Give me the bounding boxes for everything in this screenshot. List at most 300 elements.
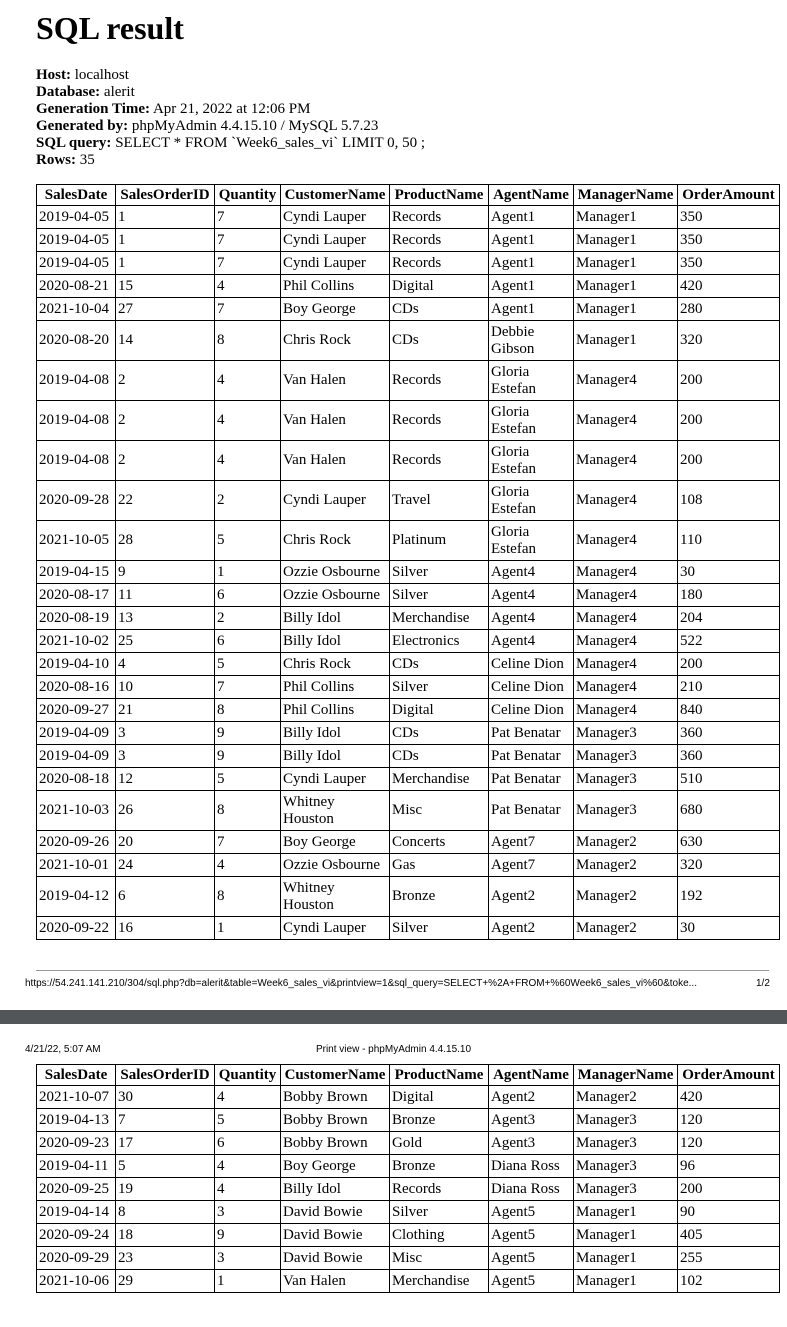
table-cell: Agent5 [489, 1201, 574, 1224]
table-cell: 350 [678, 229, 780, 252]
table-cell: 9 [215, 1224, 281, 1247]
table-cell: Pat Benatar [489, 791, 574, 831]
table-cell: 9 [215, 745, 281, 768]
results-table-page-2 [36, 1064, 780, 1293]
table-cell: 1 [116, 252, 215, 275]
column-header: ManagerName [574, 185, 678, 206]
table-cell: 5 [116, 1155, 215, 1178]
column-header: OrderAmount [678, 1065, 780, 1086]
table-row [37, 1178, 780, 1201]
table-row [37, 1201, 780, 1224]
table-row [37, 584, 780, 607]
table-cell: 3 [116, 745, 215, 768]
table-cell: Boy George [281, 1155, 390, 1178]
table-row [37, 252, 780, 275]
table-cell: Manager2 [574, 831, 678, 854]
table-cell: 5 [215, 1109, 281, 1132]
table-cell: Manager4 [574, 584, 678, 607]
table-cell: Bronze [390, 1109, 489, 1132]
table-cell: 7 [215, 206, 281, 229]
table-cell: CDs [390, 321, 489, 361]
table-cell: 2019-04-08 [37, 441, 116, 481]
table-cell: CDs [390, 653, 489, 676]
table-cell: Agent3 [489, 1132, 574, 1155]
table-cell: 2020-09-22 [37, 917, 116, 940]
table-cell: Cyndi Lauper [281, 917, 390, 940]
table-cell: Silver [390, 584, 489, 607]
table-cell: Agent1 [489, 298, 574, 321]
footer-divider [36, 970, 769, 971]
table-cell: 1 [215, 1270, 281, 1293]
table-cell: Agent1 [489, 252, 574, 275]
table-cell: Manager4 [574, 361, 678, 401]
table-cell: 4 [215, 1178, 281, 1201]
table-cell: Gold [390, 1132, 489, 1155]
table-row [37, 481, 780, 521]
table-cell: 2019-04-05 [37, 206, 116, 229]
table-cell: 7 [215, 252, 281, 275]
table-cell: Records [390, 401, 489, 441]
table-cell: 2020-08-21 [37, 275, 116, 298]
table-cell: 26 [116, 791, 215, 831]
table-cell: 5 [215, 768, 281, 791]
table-cell: Records [390, 1178, 489, 1201]
table-cell: Manager3 [574, 1132, 678, 1155]
table-cell: 1 [116, 206, 215, 229]
table-row [37, 1247, 780, 1270]
table-cell: Boy George [281, 298, 390, 321]
table-cell: Agent5 [489, 1224, 574, 1247]
table-cell: 2021-10-04 [37, 298, 116, 321]
table-cell: Agent4 [489, 584, 574, 607]
table-row [37, 1109, 780, 1132]
table-cell: 108 [678, 481, 780, 521]
table-cell: Agent3 [489, 1109, 574, 1132]
table-cell: 15 [116, 275, 215, 298]
table-header-row [37, 185, 780, 206]
table-cell: 630 [678, 831, 780, 854]
table-cell: Pat Benatar [489, 722, 574, 745]
table-row [37, 441, 780, 481]
table-cell: Agent2 [489, 1086, 574, 1109]
table-cell: 2020-09-25 [37, 1178, 116, 1201]
table-cell: Gloria Estefan [489, 441, 574, 481]
table-row [37, 722, 780, 745]
table-cell: Manager2 [574, 1086, 678, 1109]
table-cell: 11 [116, 584, 215, 607]
table-cell: 2019-04-13 [37, 1109, 116, 1132]
table-cell: Billy Idol [281, 630, 390, 653]
column-header: AgentName [489, 185, 574, 206]
page2-datetime: 4/21/22, 5:07 AM [25, 1044, 101, 1055]
table-cell: Agent4 [489, 561, 574, 584]
table-cell: Records [390, 206, 489, 229]
table-cell: Agent1 [489, 229, 574, 252]
table-cell: 2 [116, 361, 215, 401]
table-cell: 192 [678, 877, 780, 917]
table-cell: Manager3 [574, 1109, 678, 1132]
table-cell: 25 [116, 630, 215, 653]
page2-title: Print view - phpMyAdmin 4.4.15.10 [315, 1044, 472, 1055]
table-cell: 360 [678, 745, 780, 768]
table-cell: Silver [390, 1201, 489, 1224]
table-cell: 4 [215, 854, 281, 877]
results-table-page-1 [36, 184, 780, 940]
table-cell: Agent2 [489, 877, 574, 917]
table-cell: Travel [390, 481, 489, 521]
table-row [37, 1270, 780, 1293]
table-cell: Manager4 [574, 441, 678, 481]
meta-sql-query: SQL query: SELECT * FROM `Week6_sales_vi` LIMIT 0, 50 ; [36, 135, 426, 151]
footer-url: https://54.241.141.210/304/sql.php?db=alerit&table=Week6_sales_vi&printview=1&sql_query=SELECT+%2A+FROM+%60Week6_sales_vi%60&toke... [25, 978, 697, 989]
table-cell: Manager4 [574, 521, 678, 561]
table-cell: 2020-09-29 [37, 1247, 116, 1270]
table-cell: Pat Benatar [489, 745, 574, 768]
table-cell: Bobby Brown [281, 1086, 390, 1109]
table-cell: Manager4 [574, 561, 678, 584]
table-cell: Manager3 [574, 745, 678, 768]
table-cell: 110 [678, 521, 780, 561]
table-cell: Celine Dion [489, 653, 574, 676]
table-cell: 96 [678, 1155, 780, 1178]
table-row [37, 653, 780, 676]
table-cell: 2021-10-02 [37, 630, 116, 653]
table-cell: 3 [215, 1201, 281, 1224]
table-cell: 24 [116, 854, 215, 877]
column-header: AgentName [489, 1065, 574, 1086]
table-cell: 4 [215, 275, 281, 298]
table-cell: 30 [116, 1086, 215, 1109]
table-cell: 2019-04-09 [37, 722, 116, 745]
table-cell: Records [390, 441, 489, 481]
column-header: ProductName [390, 1065, 489, 1086]
table-cell: Gloria Estefan [489, 481, 574, 521]
table-cell: Van Halen [281, 1270, 390, 1293]
table-cell: Misc [390, 791, 489, 831]
table-cell: 120 [678, 1109, 780, 1132]
table-cell: 200 [678, 441, 780, 481]
table-cell: Manager1 [574, 298, 678, 321]
meta-generation-time: Generation Time: Apr 21, 2022 at 12:06 PM [36, 101, 311, 117]
table-cell: Manager3 [574, 722, 678, 745]
table-row [37, 229, 780, 252]
table-cell: David Bowie [281, 1201, 390, 1224]
table-cell: Records [390, 229, 489, 252]
result-metadata [36, 67, 425, 169]
table-cell: 2019-04-08 [37, 401, 116, 441]
table-cell: 2019-04-14 [37, 1201, 116, 1224]
table-cell: CDs [390, 722, 489, 745]
table-cell: Pat Benatar [489, 768, 574, 791]
table-cell: 350 [678, 206, 780, 229]
table-cell: Debbie Gibson [489, 321, 574, 361]
table-cell: Manager1 [574, 229, 678, 252]
table-row [37, 1132, 780, 1155]
table-cell: Clothing [390, 1224, 489, 1247]
table-cell: 2 [215, 607, 281, 630]
table-cell: 23 [116, 1247, 215, 1270]
table-cell: Ozzie Osbourne [281, 854, 390, 877]
table-cell: Manager4 [574, 607, 678, 630]
footer-page-number: 1/2 [756, 978, 770, 989]
table-cell: 9 [116, 561, 215, 584]
table-cell: 2020-09-26 [37, 831, 116, 854]
table-cell: 17 [116, 1132, 215, 1155]
table-cell: Cyndi Lauper [281, 206, 390, 229]
page-gap [0, 1010, 787, 1024]
table-cell: 204 [678, 607, 780, 630]
table-row [37, 877, 780, 917]
table-cell: Agent5 [489, 1247, 574, 1270]
table-row [37, 699, 780, 722]
table-cell: Agent4 [489, 607, 574, 630]
table-cell: Manager3 [574, 791, 678, 831]
table-cell: Manager3 [574, 768, 678, 791]
table-cell: 4 [215, 361, 281, 401]
table-cell: Manager4 [574, 630, 678, 653]
table-cell: Billy Idol [281, 745, 390, 768]
table-cell: Digital [390, 1086, 489, 1109]
table-cell: Silver [390, 676, 489, 699]
table-cell: Silver [390, 561, 489, 584]
table-cell: Manager1 [574, 275, 678, 298]
table-cell: 8 [215, 791, 281, 831]
table-cell: Manager2 [574, 877, 678, 917]
meta-host: Host: localhost [36, 67, 129, 83]
table-row [37, 275, 780, 298]
table-cell: 2020-08-20 [37, 321, 116, 361]
table-cell: 7 [215, 229, 281, 252]
table-cell: Phil Collins [281, 699, 390, 722]
table-row [37, 607, 780, 630]
table-row [37, 676, 780, 699]
table-cell: 200 [678, 401, 780, 441]
column-header: CustomerName [281, 1065, 390, 1086]
table-cell: 10 [116, 676, 215, 699]
table-cell: 2020-09-28 [37, 481, 116, 521]
table-cell: Chris Rock [281, 653, 390, 676]
table-cell: Bronze [390, 1155, 489, 1178]
table-cell: Merchandise [390, 1270, 489, 1293]
table-cell: Digital [390, 275, 489, 298]
meta-database: Database: alerit [36, 84, 135, 100]
table-cell: 102 [678, 1270, 780, 1293]
table-cell: 405 [678, 1224, 780, 1247]
table-cell: 7 [215, 298, 281, 321]
column-header: SalesOrderID [116, 1065, 215, 1086]
table-cell: Chris Rock [281, 521, 390, 561]
table-row [37, 854, 780, 877]
table-cell: 120 [678, 1132, 780, 1155]
table-cell: 2021-10-01 [37, 854, 116, 877]
column-header: SalesDate [37, 185, 116, 206]
table-cell: Gloria Estefan [489, 361, 574, 401]
table-cell: 4 [116, 653, 215, 676]
table-cell: 350 [678, 252, 780, 275]
table-row [37, 630, 780, 653]
table-cell: Manager2 [574, 917, 678, 940]
table-cell: 2 [116, 441, 215, 481]
table-cell: 30 [678, 561, 780, 584]
table-row [37, 1224, 780, 1247]
table-cell: Agent1 [489, 275, 574, 298]
table-cell: Phil Collins [281, 275, 390, 298]
table-row [37, 1155, 780, 1178]
meta-rows: Rows: 35 [36, 152, 95, 168]
table-cell: 4 [215, 441, 281, 481]
table-cell: Van Halen [281, 361, 390, 401]
table-cell: 680 [678, 791, 780, 831]
table-cell: 4 [215, 1155, 281, 1178]
table-cell: Manager2 [574, 854, 678, 877]
table-cell: 30 [678, 917, 780, 940]
table-cell: Billy Idol [281, 722, 390, 745]
table-row [37, 791, 780, 831]
table-cell: Agent1 [489, 206, 574, 229]
table-cell: Ozzie Osbourne [281, 561, 390, 584]
table-cell: 1 [116, 229, 215, 252]
table-cell: Bobby Brown [281, 1109, 390, 1132]
column-header: OrderAmount [678, 185, 780, 206]
table-cell: 2019-04-08 [37, 361, 116, 401]
table-cell: Diana Ross [489, 1155, 574, 1178]
table-cell: Billy Idol [281, 607, 390, 630]
table-cell: 12 [116, 768, 215, 791]
table-cell: 6 [215, 1132, 281, 1155]
table-cell: 7 [215, 676, 281, 699]
table-cell: Chris Rock [281, 321, 390, 361]
table-cell: Bobby Brown [281, 1132, 390, 1155]
table-cell: Records [390, 361, 489, 401]
table-cell: 2019-04-11 [37, 1155, 116, 1178]
table-cell: CDs [390, 298, 489, 321]
table-cell: 7 [116, 1109, 215, 1132]
table-cell: Digital [390, 699, 489, 722]
table-cell: Misc [390, 1247, 489, 1270]
table-cell: Concerts [390, 831, 489, 854]
table-cell: Diana Ross [489, 1178, 574, 1201]
table-cell: 2020-08-16 [37, 676, 116, 699]
table-cell: 1 [215, 561, 281, 584]
column-header: SalesDate [37, 1065, 116, 1086]
table-cell: 2021-10-06 [37, 1270, 116, 1293]
table-cell: Manager1 [574, 321, 678, 361]
table-cell: Phil Collins [281, 676, 390, 699]
table-cell: 6 [215, 630, 281, 653]
table-cell: Agent7 [489, 831, 574, 854]
table-cell: 2019-04-05 [37, 229, 116, 252]
table-cell: Celine Dion [489, 676, 574, 699]
table-cell: 1 [215, 917, 281, 940]
table-cell: 510 [678, 768, 780, 791]
table-row [37, 768, 780, 791]
table-cell: Cyndi Lauper [281, 229, 390, 252]
table-cell: Whitney Houston [281, 791, 390, 831]
table-cell: 2019-04-09 [37, 745, 116, 768]
table-cell: 420 [678, 275, 780, 298]
table-cell: 320 [678, 321, 780, 361]
table-cell: 29 [116, 1270, 215, 1293]
table-cell: 16 [116, 917, 215, 940]
table-row [37, 1086, 780, 1109]
table-cell: Van Halen [281, 441, 390, 481]
table-cell: Manager3 [574, 1178, 678, 1201]
table-cell: 27 [116, 298, 215, 321]
table-cell: Cyndi Lauper [281, 768, 390, 791]
table-cell: 6 [215, 584, 281, 607]
table-row [37, 831, 780, 854]
table-cell: 2020-09-24 [37, 1224, 116, 1247]
table-cell: Manager1 [574, 252, 678, 275]
table-cell: 5 [215, 521, 281, 561]
table-cell: Agent4 [489, 630, 574, 653]
table-row [37, 206, 780, 229]
table-cell: Whitney Houston [281, 877, 390, 917]
table-cell: 210 [678, 676, 780, 699]
table-cell: 13 [116, 607, 215, 630]
table-cell: 2019-04-12 [37, 877, 116, 917]
column-header: Quantity [215, 185, 281, 206]
table-cell: 2020-08-18 [37, 768, 116, 791]
table-cell: 2021-10-07 [37, 1086, 116, 1109]
table-cell: Gas [390, 854, 489, 877]
table-cell: David Bowie [281, 1224, 390, 1247]
table-cell: Manager1 [574, 206, 678, 229]
table-row [37, 521, 780, 561]
table-row [37, 745, 780, 768]
table-cell: Bronze [390, 877, 489, 917]
table-cell: Gloria Estefan [489, 521, 574, 561]
table-cell: Van Halen [281, 401, 390, 441]
table-cell: 2019-04-15 [37, 561, 116, 584]
table-row [37, 361, 780, 401]
table-cell: 2021-10-03 [37, 791, 116, 831]
table-cell: Cyndi Lauper [281, 252, 390, 275]
table-cell: 2 [116, 401, 215, 441]
table-row [37, 298, 780, 321]
table-cell: 180 [678, 584, 780, 607]
table-cell: 19 [116, 1178, 215, 1201]
table-cell: 20 [116, 831, 215, 854]
table-cell: 320 [678, 854, 780, 877]
table-cell: 6 [116, 877, 215, 917]
table-cell: Boy George [281, 831, 390, 854]
table-cell: Manager4 [574, 699, 678, 722]
table-cell: Manager4 [574, 481, 678, 521]
column-header: ManagerName [574, 1065, 678, 1086]
meta-generated-by: Generated by: phpMyAdmin 4.4.15.10 / MySQL 5.7.23 [36, 118, 379, 134]
table-cell: Cyndi Lauper [281, 481, 390, 521]
table-cell: 200 [678, 361, 780, 401]
table-cell: 2021-10-05 [37, 521, 116, 561]
table-cell: Platinum [390, 521, 489, 561]
table-cell: Silver [390, 917, 489, 940]
table-cell: Agent5 [489, 1270, 574, 1293]
table-cell: 2019-04-10 [37, 653, 116, 676]
table-cell: Billy Idol [281, 1178, 390, 1201]
table-cell: Merchandise [390, 607, 489, 630]
table-cell: 8 [215, 699, 281, 722]
table-cell: 5 [215, 653, 281, 676]
table-cell: Manager1 [574, 1270, 678, 1293]
table-cell: 2020-08-19 [37, 607, 116, 630]
table-header-row [37, 1065, 780, 1086]
table-cell: 4 [215, 1086, 281, 1109]
table-cell: 420 [678, 1086, 780, 1109]
table-cell: 28 [116, 521, 215, 561]
table-row [37, 401, 780, 441]
table-cell: 3 [116, 722, 215, 745]
